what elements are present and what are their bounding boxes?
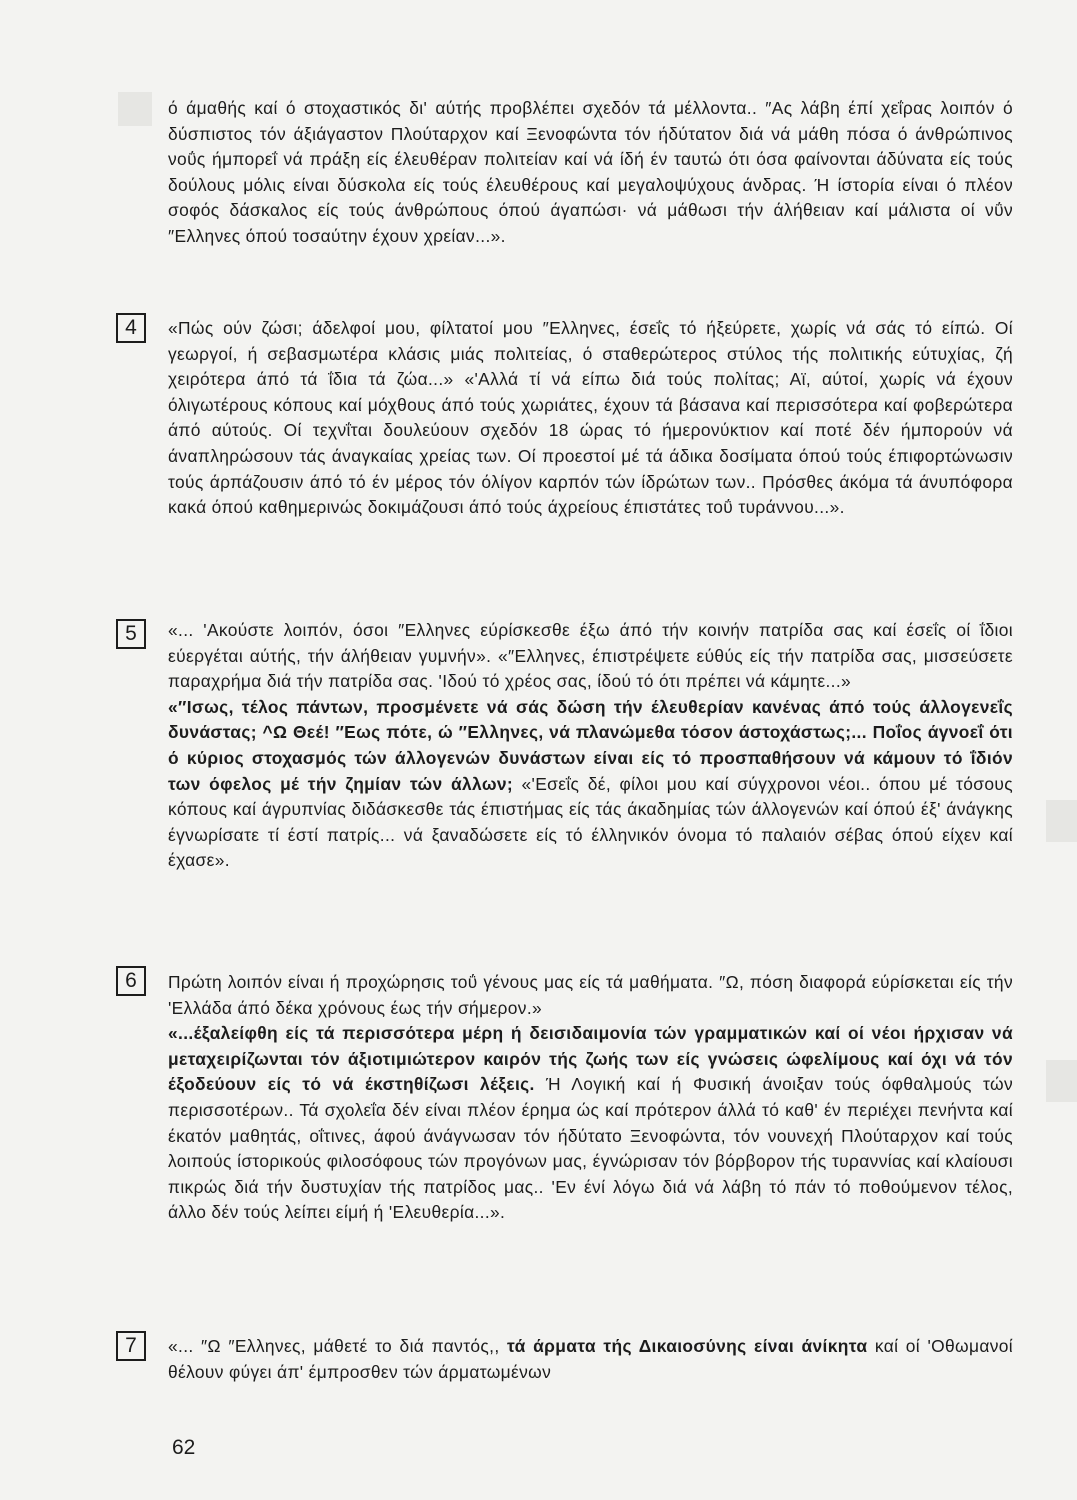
section-marker-6: 6	[116, 966, 146, 996]
bleed-through-shadow	[1046, 800, 1077, 842]
bleed-through-shadow	[1046, 1060, 1077, 1102]
text-block-4	[168, 316, 1013, 521]
section-marker-4: 4	[116, 313, 146, 343]
paragraph-intro: ό άμαθής καί ό στοχαστικός δι' αύτής προβλέπει σχεδόν τά μέλλοντα.. ″Ας λάβη έπί χεΐρας λοιπόν ό δύσπιστος τόν άξιάγαστον Πλούταρχον καί Ξενοφώντα τόν ήδύτατον διά νά μάθη πόσα ό άνθρώπινος νοΰς ήμπορεΐ νά πράξη είς έλευθέραν πολιτείαν καί νά ίδή έν ταυτώ ότι όσα φαίνονται άδύνατα είς τούς δούλους μόλις είναι δύσκολα είς τούς έλευθέρους καί μεγαλοψύχους άνδρας. Ή ίστορία είναι ό πλέον σοφός δάσκαλος είς τούς άνθρώπους όπού άγαπώσι· νά μάθωσι τήν άλήθειαν καί μάλιστα οί νΰν ″Ελληνες όπού τοσαύτην έχουν χρείαν...».	[168, 98, 1013, 246]
paragraph-5b: «″Ισως, τέλος πάντων, προσμένετε νά σάς δώση τήν έλευθερίαν κανένας άπό τούς άλλογενεΐς δυνάστας; ^Ω Θεέ! ″Εως πότε, ώ ″Ελληνες, νά πλανώμεθα τόσον άστοχάστως;... Ποΐος άγνοεΐ ότι ό κύριος στοχασμός τών άλλογενών δυνάστων είναι είς τό προσπαθήσουν νά κάμουν τό ΐδιόν των όφελος μέ τήν ζημίαν τών άλλων; «'Εσεΐς δέ, φίλοι μου καί σύγχρονοι νέοι.. όπου μέ τόσους κόπους καί άγρυπνίας διδάσκεσθε τάς έπιστήμας είς τάς άκαδημίας τών άλλογενών καί όπού έξ' άνάγκης έγνωρίσατε τί έστί πατρίς... νά ξαναδώσετε είς τό έλληνικόν όνομα τό παλαιόν σέβας όπού είχεν καί έχασε».	[168, 696, 1013, 871]
paragraph-6a: Πρώτη λοιπόν είναι ή προχώρησις τοΰ γένους μας είς τά μαθήματα. ″Ω, πόση διαφορά εύρίσκεται είς τήν 'Ελλάδα άπό δέκα χρόνους έως τήν σήμερον.»	[168, 972, 1013, 1018]
text-block-7	[168, 1334, 1013, 1385]
section-marker-5: 5	[116, 619, 146, 649]
bleed-through-shadow	[118, 92, 152, 126]
text-block-6	[168, 970, 1013, 1226]
paragraph-6b: «...έξαλείφθη είς τά περισσότερα μέρη ή δεισιδαιμονία τών γραμματικών καί οί νέοι ήρχισαν νά μεταχειρίζωνται τόν άξιοτιμιώτερον καιρόν τής ζωής των είς γνώσεις ώφελίμους καί όχι νά τόν έξοδεύουν είς τό νά έκστηθίζωσι λέξεις. Ή Λογική καί ή Φυσική άνοιξαν τούς όφθαλμούς τών περισσοτέρων.. Τά σχολεΐα δέν είναι πλέον έρημα ώς καί πρότερον άλλά τό καθ' έν περιέχει πενήντα καί έκατόν μαθητάς, οΐτινες, άφού άνάγνωσαν τόν ήδύτατο Ξενοφώντα, τόν νουνεχή Πλούταρχον καί τούς λοιπούς ίστορικούς φιλοσόφους τών προγόνων μας, έγνώρισαν τόν βόρβορον τής τυραννίας καί κλαίουσι πικρώς διά τήν δυστυχίαν τής πατρίδος μας.. 'Εν ένί λόγω διά νά λάβη τό πάν τό ποθούμενον τέλος, άλλο δέν τούς λείπει είμή ή 'Ελευθερία...».	[168, 1023, 1013, 1223]
paragraph-4: «Πώς ούν ζώσι; άδελφοί μου, φίλτατοί μου ″Ελληνες, έσεΐς τό ήξεύρετε, χωρίς νά σάς τό είπώ. Οί γεωργοί, ή σεβασμωτέρα κλάσις μιάς πολιτείας, ό σταθερώτερος στύλος τής πολιτικής εύτυχίας, ζή χειρότερα άπό τά ΐδια τά ζώα...» «'Αλλά τί νά είπω διά τούς πολίτας; Αϊ, αύτοί, χωρίς νά έχουν όλιγωτέρους κόπους καί μόχθους άπό τούς χωριάτες, έχουν τά βάσανα καί περισσότερα καί φοβερώτερα άπό αύτούς. Οί τεχνΐται δουλεύουν σχεδόν 18 ώρας τό ήμερονύκτιον καί ποτέ δέν ήμπορούν νά άναπληρώσουν τάς άναγκαίας χρείας των. Οί προεστοί μέ τά άδικα δοσίματα όπού τούς έπιφορτώνωσιν τούς άρπάζουσιν άπό τό έν μέρος τόν όλίγον καρπόν τών ίδρώτων των.. Πρόσθες άκόμα τά άνυπόφορα κακά όπού καθημερινώς δοκιμάζουσι άπό τούς άχρείους έπιστάτες τοΰ τυράννου...».	[168, 318, 1013, 518]
paragraph-5a: «... 'Ακούστε λοιπόν, όσοι ″Ελληνες εύρίσκεσθε έξω άπό τήν κοινήν πατρίδα σας καί έσεΐς οί ΐδιοι εύεργέται αύτής, τήν άλήθειαν γυμνήν». «″Ελληνες, έπιστρέψετε εύθύς είς τήν πατρίδα σας, μισσεύσετε παραχρήμα διά τήν πατρίδα σας. 'Ιδού τό χρέος σας, ίδού τό ότι πρέπει νά κάμητε...»	[168, 620, 1013, 692]
text-block-intro	[168, 96, 1013, 250]
page-number: 62	[172, 1436, 196, 1459]
section-marker-7: 7	[116, 1331, 146, 1361]
paragraph-7: «... ″Ω ″Ελληνες, μάθετέ το διά παντός,, τά άρματα τής Δικαιοσύνης είναι άνίκητα καί οί 'Οθωμανοί θέλουν φύγει άπ' έμπροσθεν τών άρματωμένων	[168, 1336, 1014, 1382]
text-block-5	[168, 618, 1013, 874]
